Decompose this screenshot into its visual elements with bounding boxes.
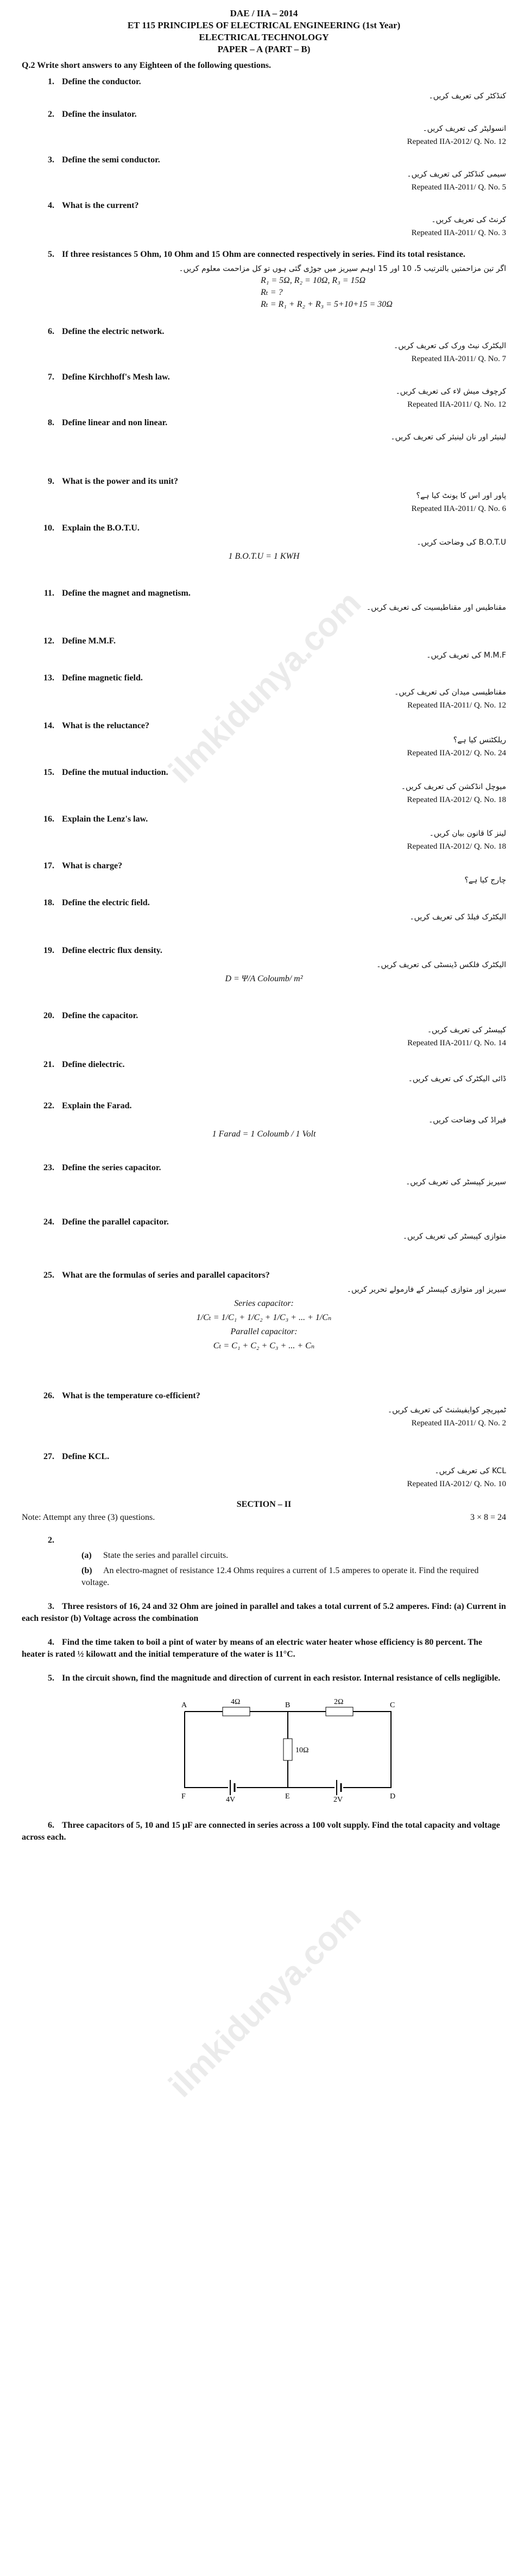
question-text: Define linear and non linear. (62, 418, 168, 427)
question-number: 21. (43, 1060, 54, 1069)
question-number: 23. (43, 1163, 54, 1172)
question-number: 22. (43, 1101, 54, 1110)
question-text: Define magnetic field. (62, 673, 143, 683)
question-text: Define KCL. (62, 1452, 110, 1461)
short-questions (22, 76, 506, 1490)
question-number: 12. (43, 636, 54, 646)
math-line: Rₜ = ? (261, 288, 283, 297)
sub-text: An electro-magnet of resistance 12.4 Ohms requires a current of 1.5 amperes to operate it. Find the required voltage. (81, 1566, 479, 1587)
question-number: 9. (48, 477, 54, 486)
sub-part (81, 1565, 506, 1589)
answer-urdu: اگر تین مزاحمتیں بالترتیب 5، 10 اور 15 اوہم سیریز میں جوڑی گئی ہوں تو کل مزاحمت معلوم کریں۔ (179, 264, 506, 273)
question-number: 2. (48, 1536, 54, 1545)
question-item (22, 897, 506, 923)
question-number: 3. (48, 155, 54, 165)
question-text: Define the semi conductor. (62, 155, 160, 165)
answer-urdu: لینز کا قانون بیان کریں۔ (429, 829, 506, 838)
watermark: ilmkidunya.com (161, 584, 369, 791)
question-number: 11. (43, 589, 54, 598)
long-questions (22, 1535, 506, 1843)
repeated-note: Repeated IIA-2011/ Q. No. 3 (411, 229, 506, 237)
question-item (22, 1162, 506, 1188)
answer-urdu: سیریز اور متوازی کپیسٹر کے فارمولے تحریر کریں۔ (346, 1285, 506, 1294)
repeated-note: Repeated IIA-2011/ Q. No. 12 (407, 701, 506, 710)
question-number: 10. (43, 523, 54, 533)
long-question (22, 1601, 506, 1625)
answer-urdu: ریلکٹنس کیا ہے؟ (453, 736, 506, 744)
question-item (22, 945, 506, 985)
q2-heading: Q.2 Write short answers to any Eighteen of the following questions. (22, 61, 271, 70)
answer-urdu: سیریز کپیسٹر کی تعریف کریں۔ (406, 1178, 506, 1186)
question-text: What is the power and its unit? (62, 477, 178, 486)
question-text: Define the insulator. (62, 110, 137, 119)
answer-urdu: الیکٹرک فلکس ڈینسٹی کی تعریف کریں۔ (376, 961, 506, 969)
question-item (22, 588, 506, 614)
math-line: R₁ = 5Ω, R₂ = 10Ω, R₃ = 15Ω (261, 276, 366, 285)
question-number: 3. (48, 1602, 54, 1611)
answer-urdu: فیراڈ کی وضاحت کریں۔ (428, 1116, 506, 1125)
question-text: What is the current? (62, 201, 139, 210)
repeated-note: Repeated IIA-2011/ Q. No. 14 (407, 1039, 506, 1047)
long-question (22, 1637, 506, 1660)
answer-urdu: کنڈکٹر کی تعریف کریں۔ (428, 92, 506, 100)
question-item (22, 1010, 506, 1049)
repeated-note: Repeated IIA-2012/ Q. No. 18 (407, 842, 506, 851)
question-number: 26. (43, 1391, 54, 1400)
question-item (22, 1100, 506, 1140)
battery-gap (335, 1782, 343, 1793)
answer-urdu: M.M.F کی تعریف کریں۔ (426, 651, 506, 660)
question-item (22, 522, 506, 563)
question-item (22, 813, 506, 853)
question-number: 19. (43, 946, 54, 955)
question-text: Three resistors of 16, 24 and 32 Ohm are joined in parallel and takes a total current of 5.2 amperes. Find: (a) Current in each resistor (b) Voltage across the combination (22, 1602, 506, 1623)
question-item (22, 371, 506, 411)
question-text: What is the reluctance? (62, 721, 150, 730)
question-text: Explain the B.O.T.U. (62, 523, 140, 533)
formula: Cₜ = C₁ + C₂ + C₃ + ... + Cₙ (213, 1341, 315, 1350)
answer-urdu: انسولیٹر کی تعریف کریں۔ (422, 124, 506, 133)
question-text: What are the formulas of series and parallel capacitors? (62, 1271, 270, 1280)
answer-urdu: کرنٹ کی تعریف کریں۔ (431, 216, 506, 224)
question-text: Define dielectric. (62, 1060, 125, 1069)
question-number: 5. (48, 250, 54, 259)
question-text: Find the time taken to boil a pint of water by means of an electric water heater whose efficiency is 80 percent. The heater is rated ½ kilowatt and the initial temperature of the water is 11°C. (22, 1638, 482, 1659)
question-text: Define the magnet and magnetism. (62, 589, 191, 598)
repeated-note: Repeated IIA-2012/ Q. No. 24 (407, 749, 506, 757)
question-item (22, 720, 506, 759)
resistor-2ohm (326, 1707, 353, 1716)
question-text: What is charge? (62, 861, 123, 870)
section-title: SECTION – II (236, 1500, 292, 1509)
question-item (22, 109, 506, 148)
question-text: Explain the Farad. (62, 1101, 132, 1110)
question-item (22, 1216, 506, 1242)
repeated-note: Repeated IIA-2011/ Q. No. 5 (411, 183, 506, 192)
question-number: 20. (43, 1011, 54, 1020)
question-number: 7. (48, 372, 54, 382)
question-number: 5. (48, 1674, 54, 1683)
marks: 3 × 8 = 24 (470, 1513, 506, 1522)
question-item (22, 476, 506, 515)
answer-urdu: لینیئر اور نان لینیئر کی تعریف کریں۔ (390, 433, 506, 441)
question-text: Define the electric field. (62, 898, 150, 907)
answer-urdu: KCL کی تعریف کریں۔ (434, 1467, 506, 1475)
sub-label: (a) (81, 1551, 92, 1560)
paper-header (22, 8, 506, 55)
long-question (22, 1672, 506, 1808)
circuit-diagram (174, 1690, 506, 1808)
note-row (22, 1513, 506, 1523)
label-r3: 10Ω (295, 1746, 309, 1754)
repeated-note: Repeated IIA-2011/ Q. No. 6 (411, 504, 506, 513)
question-item (22, 200, 506, 239)
formula-label: Parallel capacitor: (230, 1327, 298, 1336)
question-number: 13. (43, 673, 54, 683)
question-item (22, 1390, 506, 1429)
repeated-note: Repeated IIA-2011/ Q. No. 2 (411, 1419, 506, 1428)
question-number: 24. (43, 1217, 54, 1227)
repeated-note: Repeated IIA-2011/ Q. No. 7 (411, 355, 506, 363)
question-item (22, 1270, 506, 1352)
answer-urdu: کرچوف میش لاء کی تعریف کریں۔ (395, 387, 506, 396)
sub-label: (b) (81, 1566, 92, 1575)
formula: D = Ψ/A Coloumb/ m² (225, 974, 303, 983)
sub-part (81, 1550, 506, 1562)
question-item (22, 1059, 506, 1085)
question-text: Define Kirchhoff's Mesh law. (62, 372, 170, 382)
question-number: 18. (43, 898, 54, 907)
question-number: 8. (48, 418, 54, 427)
question-item (22, 1451, 506, 1490)
label-v1: 4V (226, 1796, 236, 1804)
formula-label: Series capacitor: (234, 1299, 294, 1308)
resistor-4ohm (223, 1707, 250, 1716)
question-item (22, 249, 506, 311)
question-item (22, 417, 506, 443)
question-text: Define the electric network. (62, 327, 165, 336)
answer-urdu: متوازی کپیسٹر کی تعریف کریں۔ (402, 1232, 506, 1241)
question-number: 1. (48, 77, 54, 86)
answer-urdu: سیمی کنڈکٹر کی تعریف کریں۔ (407, 170, 506, 179)
question-item (22, 767, 506, 806)
battery-gap (228, 1782, 237, 1793)
math-line: Rₜ = R₁ + R₂ + R₃ = 5+10+15 = 30Ω (261, 300, 393, 309)
node-b: B (285, 1701, 291, 1709)
repeated-note: Repeated IIA-2012/ Q. No. 18 (407, 795, 506, 804)
answer-urdu: کپیسٹر کی تعریف کریں۔ (427, 1026, 506, 1034)
question-number: 15. (43, 768, 54, 777)
question-text: Three capacitors of 5, 10 and 15 μF are connected in series across a 100 volt supply. Find the total capacity and voltage across each. (22, 1821, 500, 1842)
question-number: 4. (48, 201, 54, 210)
long-question (22, 1820, 506, 1843)
formula: 1 B.O.T.U = 1 KWH (228, 552, 300, 561)
question-item (22, 860, 506, 886)
question-text: In the circuit shown, find the magnitude and direction of current in each resistor. Internal resistance of cells negligible. (62, 1674, 501, 1683)
question-number: 14. (43, 721, 54, 730)
question-text: Define M.M.F. (62, 636, 116, 646)
question-item (22, 76, 506, 102)
question-text: Define electric flux density. (62, 946, 162, 955)
node-a: A (181, 1701, 187, 1709)
question-text: If three resistances 5 Ohm, 10 Ohm and 15 Ohm are connected respectively in series. Find its total resistance. (62, 250, 465, 259)
sub-text: State the series and parallel circuits. (103, 1551, 229, 1560)
repeated-note: Repeated IIA-2012/ Q. No. 10 (407, 1480, 506, 1488)
label-v2: 2V (333, 1796, 343, 1804)
question-number: 25. (43, 1271, 54, 1280)
answer-urdu: میوچل انڈکشن کی تعریف کریں۔ (401, 782, 506, 791)
question-text: Define the capacitor. (62, 1011, 138, 1020)
watermark: ilmkidunya.com (161, 1898, 369, 2105)
formula: 1 Farad = 1 Coloumb / 1 Volt (212, 1129, 316, 1139)
node-c: C (390, 1701, 395, 1709)
header-line: ET 115 PRINCIPLES OF ELECTRICAL ENGINEERING (1st Year) (127, 20, 401, 30)
circuit-svg (174, 1690, 402, 1804)
resistor-10ohm (283, 1739, 292, 1760)
node-f: F (181, 1792, 186, 1801)
question-text: Define the series capacitor. (62, 1163, 161, 1172)
answer-urdu: مقناطیس اور مقناطیسیت کی تعریف کریں۔ (366, 603, 506, 612)
question-number: 6. (48, 327, 54, 336)
answer-urdu: الیکٹرک نیٹ ورک کی تعریف کریں۔ (393, 342, 506, 350)
note-text: Note: Attempt any three (3) questions. (22, 1513, 155, 1522)
repeated-note: Repeated IIA-2011/ Q. No. 12 (407, 400, 506, 409)
question-number: 4. (48, 1638, 54, 1647)
question-text: Define the mutual induction. (62, 768, 168, 777)
answer-urdu: ڈائی الیکٹرک کی تعریف کریں۔ (408, 1075, 506, 1083)
header-line: ELECTRICAL TECHNOLOGY (199, 32, 329, 42)
question-number: 27. (43, 1452, 54, 1461)
question-number: 16. (43, 815, 54, 824)
question-text: Explain the Lenz's law. (62, 815, 148, 824)
question-text: Define the conductor. (62, 77, 141, 86)
question-number: 2. (48, 110, 54, 119)
label-r1: 4Ω (231, 1698, 241, 1706)
question-item (22, 635, 506, 661)
answer-urdu: ٹمپریچر کوایفیشنٹ کی تعریف کریں۔ (387, 1406, 506, 1415)
formula: 1/Cₜ = 1/C₁ + 1/C₂ + 1/C₃ + ... + 1/Cₙ (196, 1313, 332, 1322)
node-d: D (390, 1792, 396, 1801)
question-item (22, 154, 506, 193)
label-r2: 2Ω (334, 1698, 344, 1706)
answer-urdu: الیکٹرک فیلڈ کی تعریف کریں۔ (409, 913, 506, 921)
question-text: What is the temperature co-efficient? (62, 1391, 200, 1400)
long-question (22, 1535, 506, 1589)
header-line: DAE / IIA – 2014 (230, 8, 298, 18)
answer-urdu: مقناطیسی میدان کی تعریف کریں۔ (394, 688, 506, 697)
answer-urdu: B.O.T.U کی وضاحت کریں۔ (417, 538, 506, 547)
repeated-note: Repeated IIA-2012/ Q. No. 12 (407, 137, 506, 146)
question-number: 6. (48, 1821, 54, 1830)
question-item (22, 326, 506, 365)
answer-urdu: پاور اور اس کا یونٹ کیا ہے؟ (416, 491, 506, 500)
question-text: Define the parallel capacitor. (62, 1217, 169, 1227)
header-line: PAPER – A (PART – B) (217, 44, 311, 54)
question-item (22, 672, 506, 711)
question-number: 17. (43, 861, 54, 870)
node-e: E (285, 1792, 290, 1801)
answer-urdu: چارج کیا ہے؟ (464, 876, 506, 885)
